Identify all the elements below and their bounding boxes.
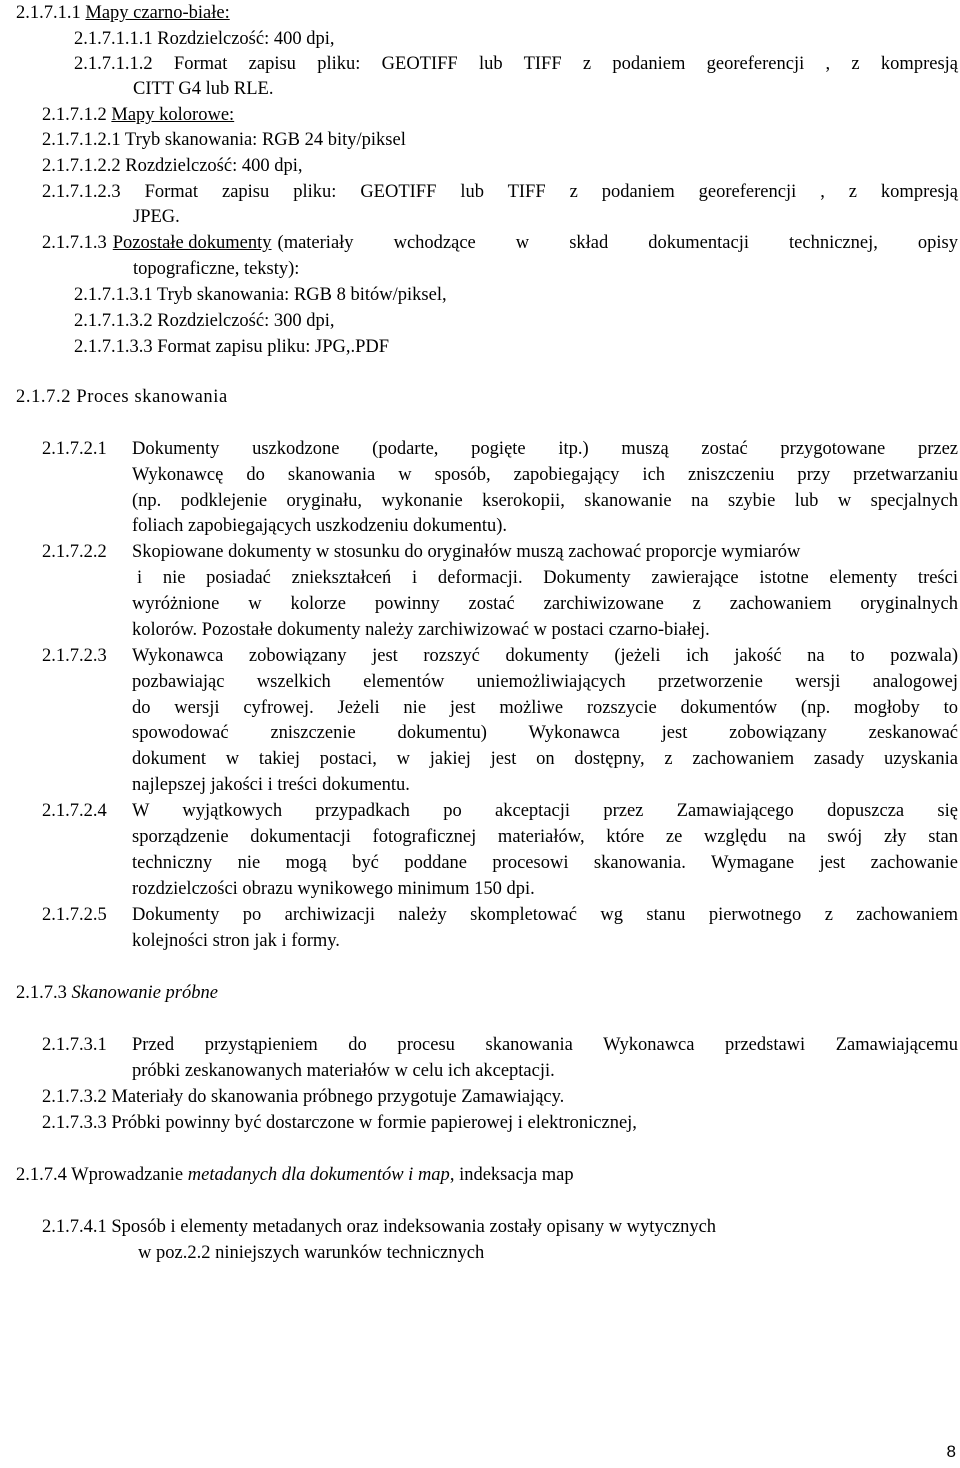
section-number: 2.1.7.1.1 (16, 3, 81, 23)
item-2-1-7-2-4-line-3: techniczny nie mogą być poddane procesowi skanowania. Wymagane jest zachowanie (132, 853, 958, 873)
item-2-1-7-1-3-3: 2.1.7.1.3.3 Format zapisu pliku: JPG,.PDF (74, 337, 390, 357)
section-title: Skanowanie próbne (71, 983, 218, 1003)
item-2-1-7-2-4-line-1: W wyjątkowych przypadkach po akceptacji przez Zamawiającego dopuszcza się (132, 801, 958, 821)
heading-2-1-7-1-3-cont: topograficzne, teksty): (133, 259, 300, 279)
item-2-1-7-2-5-number: 2.1.7.2.5 (42, 905, 107, 925)
page-number: 8 (946, 1442, 956, 1461)
section-title: Mapy kolorowe: (111, 105, 235, 125)
item-2-1-7-1-2-1: 2.1.7.1.2.1 Tryb skanowania: RGB 24 bity/piksel (42, 130, 406, 150)
item-2-1-7-2-3-line-2: pozbawiając wszelkich elementów uniemożliwiających przetworzenie wersji analogowej (132, 672, 958, 692)
item-2-1-7-2-1-number: 2.1.7.2.1 (42, 439, 107, 459)
section-number: 2.1.7.2 (16, 387, 72, 407)
item-2-1-7-2-4-line-4: rozdzielczości obrazu wynikowego minimum 150 dpi. (132, 879, 535, 899)
section-title-part-1: Wprowadzanie (71, 1165, 184, 1185)
heading-2-1-7-4 (16, 1164, 574, 1186)
item-2-1-7-1-1-2: 2.1.7.1.1.2 Format zapisu pliku: GEOTIFF lub TIFF z podaniem georeferencji , z kompresją (74, 54, 958, 74)
item-2-1-7-2-5-line-2: kolejności stron jak i formy. (132, 931, 340, 951)
section-title: Proces skanowania (76, 387, 228, 407)
item-2-1-7-2-3-line-3: do wersji cyfrowej. Jeżeli nie jest możliwe rozszycie dokumentów (np. mogłoby to (132, 698, 958, 718)
section-number: 2.1.7.4 (16, 1165, 67, 1185)
item-2-1-7-1-1-1: 2.1.7.1.1.1 Rozdzielczość: 400 dpi, (74, 29, 335, 49)
section-title-part-2: , indeksacja map (449, 1165, 574, 1185)
item-2-1-7-2-3-line-5: dokument w takiej postaci, w jakiej jest on dostępny, z zachowaniem zasady uzyskania (132, 749, 958, 769)
item-2-1-7-1-2-2: 2.1.7.1.2.2 Rozdzielczość: 400 dpi, (42, 156, 303, 176)
item-2-1-7-2-3-number: 2.1.7.2.3 (42, 646, 107, 666)
item-2-1-7-1-2-3-cont: JPEG. (133, 207, 180, 227)
heading-2-1-7-3 (16, 982, 218, 1004)
heading-2-1-7-1-3 (42, 232, 958, 254)
item-2-1-7-4-1-line-2: w poz.2.2 niniejszych warunków technicznych (138, 1243, 485, 1263)
item-2-1-7-2-2-number: 2.1.7.2.2 (42, 542, 107, 562)
heading-2-1-7-1-2 (42, 104, 234, 126)
section-number: 2.1.7.1.2 (42, 105, 107, 125)
item-2-1-7-1-3-2: 2.1.7.1.3.2 Rozdzielczość: 300 dpi, (74, 311, 335, 331)
item-2-1-7-3-3: 2.1.7.3.3 Próbki powinny być dostarczone w formie papierowej i elektronicznej, (42, 1113, 637, 1133)
item-2-1-7-2-2-line-1: Skopiowane dokumenty w stosunku do oryginałów muszą zachować proporcje wymiarów (132, 542, 801, 562)
item-2-1-7-3-2: 2.1.7.3.2 Materiały do skanowania próbnego przygotuje Zamawiający. (42, 1087, 565, 1107)
item-2-1-7-3-1-line-1: Przed przystąpieniem do procesu skanowania Wykonawca przedstawi Zamawiającemu (132, 1035, 958, 1055)
item-2-1-7-2-1-line-1: Dokumenty uszkodzone (podarte, pogięte itp.) muszą zostać przygotowane przez (132, 439, 958, 459)
item-2-1-7-3-1-line-2: próbki zeskanowanych materiałów w celu ich akceptacji. (132, 1061, 555, 1081)
section-title: Pozostałe dokumenty (112, 233, 272, 253)
heading-2-1-7-2 (16, 386, 228, 408)
item-2-1-7-2-3-line-4: spowodować zniszczenie dokumentu) Wykonawca jest zobowiązany zeskanować (132, 723, 958, 743)
item-2-1-7-1-3-1: 2.1.7.1.3.1 Tryb skanowania: RGB 8 bitów/piksel, (74, 285, 447, 305)
item-2-1-7-2-1-line-4: foliach zapobiegających uszkodzeniu dokumentu). (132, 516, 507, 536)
item-2-1-7-4-1-line-1: 2.1.7.4.1 Sposób i elementy metadanych oraz indeksowania zostały opisany w wytycznych (42, 1217, 717, 1237)
item-2-1-7-2-4-number: 2.1.7.2.4 (42, 801, 107, 821)
section-title: Mapy czarno-białe: (85, 3, 230, 23)
section-title-italic: metadanych dla dokumentów i map (187, 1165, 450, 1185)
section-description: (materiały wchodzące w skład dokumentacji technicznej, opisy (277, 233, 958, 253)
item-2-1-7-2-2-line-4: kolorów. Pozostałe dokumenty należy zarchiwizować w postaci czarno-białej. (132, 620, 710, 640)
item-2-1-7-2-2-line-2: i nie posiadać zniekształceń i deformacji. Dokumenty zawierające istotne elementy treści (137, 568, 958, 588)
item-2-1-7-2-1-line-3: (np. podklejenie oryginału, wykonanie kserokopii, skanowanie na szybie lub w specjalnych (132, 491, 958, 511)
item-2-1-7-2-4-line-2: sporządzenie dokumentacji fotograficznej materiałów, które ze względu na swój zły stan (132, 827, 958, 847)
item-2-1-7-1-1-2-cont: CITT G4 lub RLE. (133, 79, 274, 99)
item-2-1-7-3-1-number: 2.1.7.3.1 (42, 1035, 107, 1055)
section-number: 2.1.7.1.3 (42, 233, 107, 253)
item-2-1-7-2-2-line-3: wyróżnione w kolorze powinny zostać zarchiwizowane z zachowaniem oryginalnych (132, 594, 958, 614)
heading-2-1-7-1-1 (16, 2, 230, 24)
section-number: 2.1.7.3 (16, 983, 67, 1003)
item-2-1-7-2-5-line-1: Dokumenty po archiwizacji należy skompletować wg stanu pierwotnego z zachowaniem (132, 905, 958, 925)
item-2-1-7-2-1-line-2: Wykonawcę do skanowania w sposób, zapobiegający ich zniszczeniu przy przetwarzaniu (132, 465, 958, 485)
item-2-1-7-2-3-line-1: Wykonawca zobowiązany jest rozszyć dokumenty (jeżeli ich jakość na to pozwala) (132, 646, 958, 666)
item-2-1-7-1-2-3: 2.1.7.1.2.3 Format zapisu pliku: GEOTIFF lub TIFF z podaniem georeferencji , z kompresją (42, 182, 958, 202)
item-2-1-7-2-3-line-6: najlepszej jakości i treści dokumentu. (132, 775, 410, 795)
